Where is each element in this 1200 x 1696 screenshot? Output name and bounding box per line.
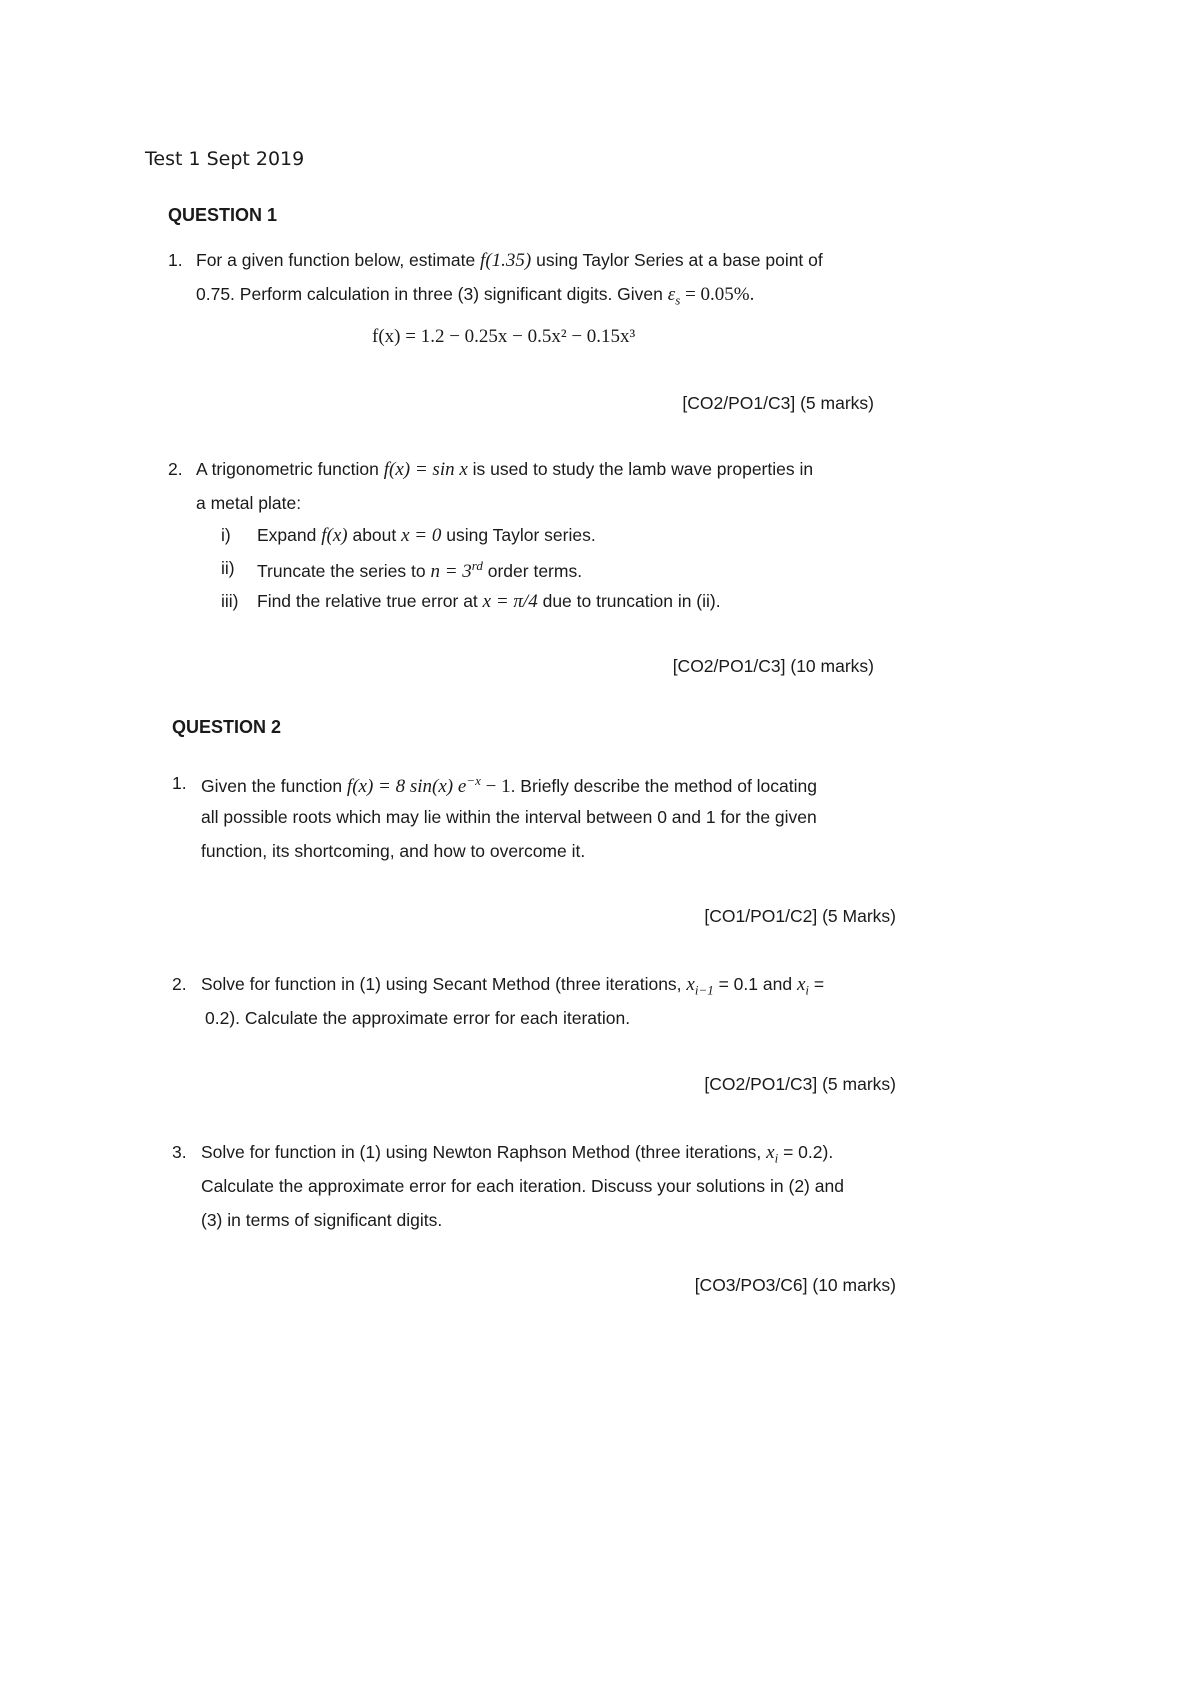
math-fx-exp: f(x) = 8 sin(x) e (346, 775, 467, 797)
q2-item-3-number: 3. (172, 1142, 187, 1162)
text: = (809, 974, 825, 994)
q2-item-2-line-1 (201, 974, 824, 999)
q1-item-2-marks: [CO2/PO1/C3] (10 marks) (672, 656, 874, 676)
math-xi-minus-1: x (686, 974, 695, 995)
q1-item-2-sub-iii-label: iii) (221, 591, 239, 611)
math-fx: f(x) (321, 525, 348, 546)
q2-item-1-number: 1. (172, 773, 187, 793)
math-xi: x (796, 974, 806, 995)
q1-item-1-line-1 (196, 250, 823, 272)
text: A trigonometric function (196, 459, 384, 479)
q1-item-2-sub-i-label: i) (221, 525, 231, 545)
q1-item-2-line-1 (196, 459, 813, 481)
math-epsilon: ε (667, 284, 676, 305)
text: using Taylor series. (441, 525, 596, 545)
q2-item-3-line-1 (201, 1142, 833, 1167)
math-epsilon-sub: s (675, 292, 681, 308)
text: Solve for function in (1) using Newton Raphson Method (three iterations, (201, 1142, 767, 1162)
document-header: Test 1 Sept 2019 (145, 148, 305, 170)
text: For a given function below, estimate (196, 250, 481, 270)
math-n3: n = 3 (430, 560, 472, 582)
q1-item-1-equation: f(x) = 1.2 − 0.25x − 0.5x² − 0.15x³ (372, 326, 636, 347)
math-xi-sub: i (774, 1150, 779, 1166)
q1-item-2-sub-ii-label: ii) (221, 558, 235, 578)
q1-item-1-marks: [CO2/PO1/C3] (5 marks) (682, 393, 874, 413)
q1-item-2-line-2: a metal plate: (196, 493, 302, 513)
math-x-pi4: x = π/4 (482, 591, 538, 612)
q1-item-1-line-2 (196, 284, 754, 309)
q2-item-3-marks: [CO3/PO3/C6] (10 marks) (694, 1275, 896, 1295)
math-xi-sub: i (805, 982, 809, 998)
text: due to truncation in (ii). (537, 591, 721, 611)
math-fx-tail: − 1 (480, 775, 511, 797)
text: Truncate the series to (257, 560, 431, 581)
q1-item-1-number: 1. (168, 250, 183, 270)
math-xi-minus-1-sub: i−1 (694, 982, 714, 998)
question-1-title: QUESTION 1 (168, 205, 278, 225)
question-2-title: QUESTION 2 (172, 717, 282, 737)
q2-item-3-line-2: Calculate the approximate error for each iteration. Discuss your solutions in (2) and (201, 1176, 844, 1196)
q2-item-1-marks: [CO1/PO1/C2] (5 Marks) (704, 906, 896, 926)
text: = 0.2). (778, 1142, 834, 1162)
text: is used to study the lamb wave properties in (467, 459, 814, 479)
q2-item-2-marks: [CO2/PO1/C3] (5 marks) (704, 1074, 896, 1094)
text: Solve for function in (1) using Secant Method (three iterations, (201, 974, 687, 994)
math-f-1-35: f(1.35) (480, 250, 532, 271)
q2-item-3-line-3: (3) in terms of significant digits. (201, 1210, 443, 1230)
q2-item-1-line-2: all possible roots which may lie within the interval between 0 and 1 for the given (201, 807, 817, 827)
text: Find the relative true error at (257, 591, 483, 611)
text: order terms. (482, 560, 583, 581)
q2-item-1-line-1 (201, 773, 817, 798)
text: = 0.1 and (713, 974, 797, 994)
q1-item-2-number: 2. (168, 459, 183, 479)
text: about (347, 525, 402, 545)
math-n3-sup: rd (471, 558, 483, 573)
q2-item-1-line-3: function, its shortcoming, and how to overcome it. (201, 841, 586, 861)
math-f-sin: f(x) = sin x (383, 459, 468, 480)
q1-item-2-sub-ii (257, 558, 582, 583)
q1-item-2-sub-iii (257, 591, 721, 613)
text: Given the function (201, 775, 347, 796)
math-epsilon-value: = 0.05%. (680, 284, 755, 305)
text: . Briefly describe the method of locating (510, 775, 817, 796)
q1-item-2-sub-i (257, 525, 596, 547)
text: Expand (257, 525, 322, 545)
text: using Taylor Series at a base point of (531, 250, 823, 270)
text: 0.75. Perform calculation in three (3) significant digits. Given (196, 284, 668, 304)
q2-item-2-line-2: 0.2). Calculate the approximate error for each iteration. (205, 1008, 631, 1028)
math-fx-exp-sup: −x (466, 773, 481, 788)
math-x0: x = 0 (401, 525, 442, 546)
math-xi: x (766, 1142, 775, 1163)
q2-item-2-number: 2. (172, 974, 187, 994)
